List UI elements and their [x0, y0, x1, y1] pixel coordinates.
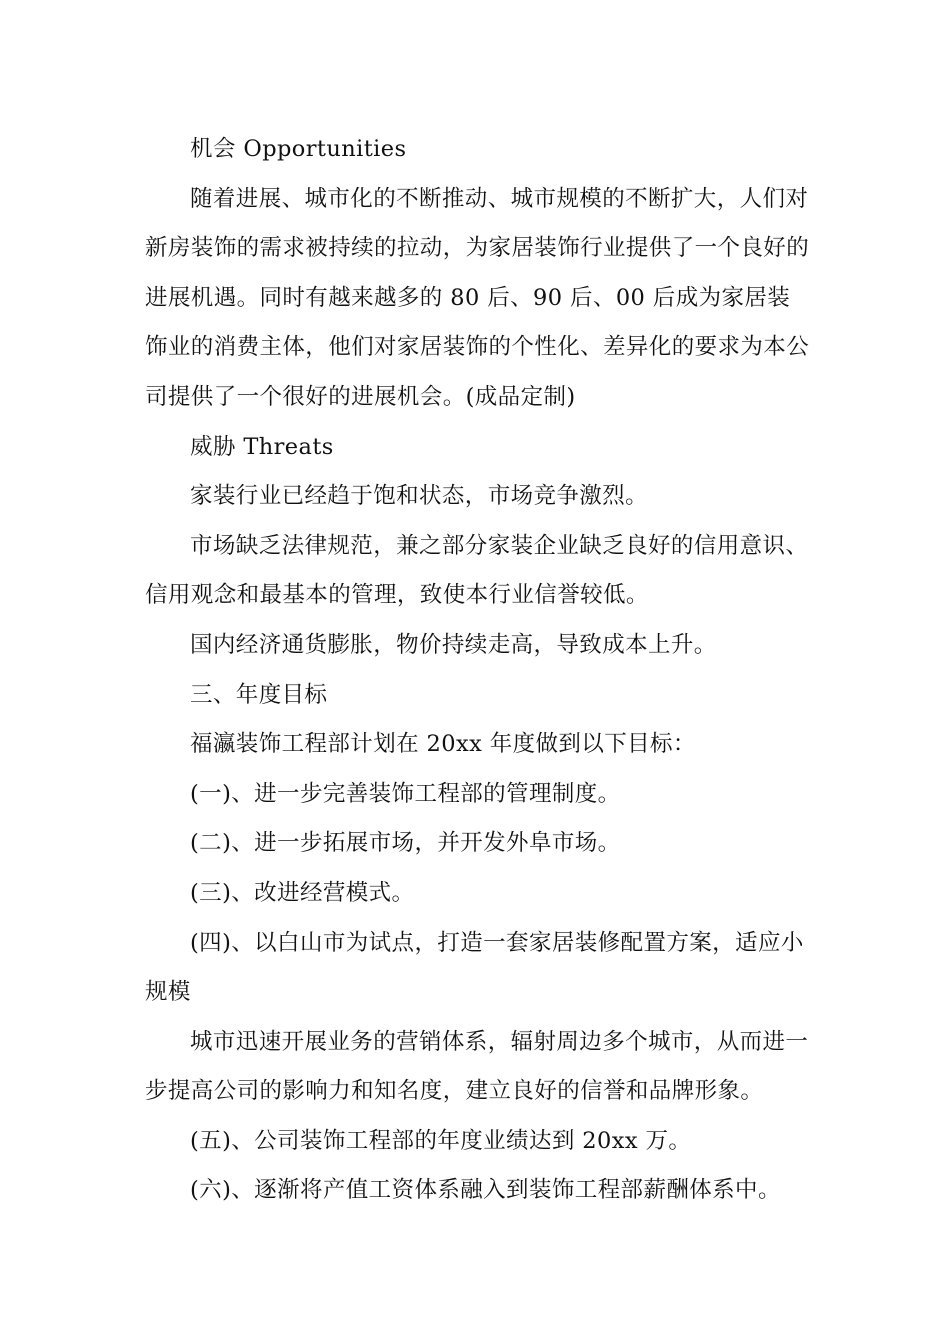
goal-item-3: (三)、改进经营模式。 — [190, 879, 415, 906]
paragraph-threat-3: 国内经济通货膨胀，物价持续走高，导致成本上升。 — [190, 631, 717, 658]
paragraph-threat-1: 家装行业已经趋于饱和状态，市场竞争激烈。 — [190, 483, 649, 510]
paragraph-threats-heading: 威胁 Threats — [190, 433, 334, 460]
document-body — [145, 125, 810, 1216]
paragraph-opportunities-heading: 机会 Opportunities — [190, 136, 407, 162]
goal-item-4: (四)、以白山市为试点，打造一套家居装修配置方案，适应小规模 — [145, 929, 804, 1006]
goal-item-2: (二)、进一步拓展市场，并开发外阜市场。 — [190, 830, 621, 857]
paragraph-threat-2: 市场缺乏法律规范，兼之部分家装企业缺乏良好的信用意识、信用观念和最基本的管理，致使本行业信誉较低。 — [145, 532, 809, 609]
goal-item-1: (一)、进一步完善装饰工程部的管理制度。 — [190, 780, 621, 807]
goal-item-6: (六)、逐渐将产值工资体系融入到装饰工程部薪酬体系中。 — [190, 1177, 781, 1204]
paragraph-goals-intro: 福瀛装饰工程部计划在 20xx 年度做到以下目标： — [190, 731, 696, 758]
goal-item-5: (五)、公司装饰工程部的年度业绩达到 20xx 万。 — [190, 1127, 692, 1154]
goal-item-4-continued: 城市迅速开展业务的营销体系，辐射周边多个城市，从而进一步提高公司的影响力和知名度，建立良好的信誉和品牌形象。 — [145, 1028, 809, 1105]
section-heading-annual-goals: 三、年度目标 — [190, 681, 328, 708]
paragraph-opportunities-body: 随着进展、城市化的不断推动、城市规模的不断扩大，人们对新房装饰的需求被持续的拉动，为家居装饰行业提供了一个良好的进展机遇。同时有越来越多的 80 后、90 后、00 后成为家居装饰业的消费主体，他们对家居装饰的个性化、差异化的要求为本公司提供了一个很好的进展机会。(成品定制) — [145, 185, 810, 410]
